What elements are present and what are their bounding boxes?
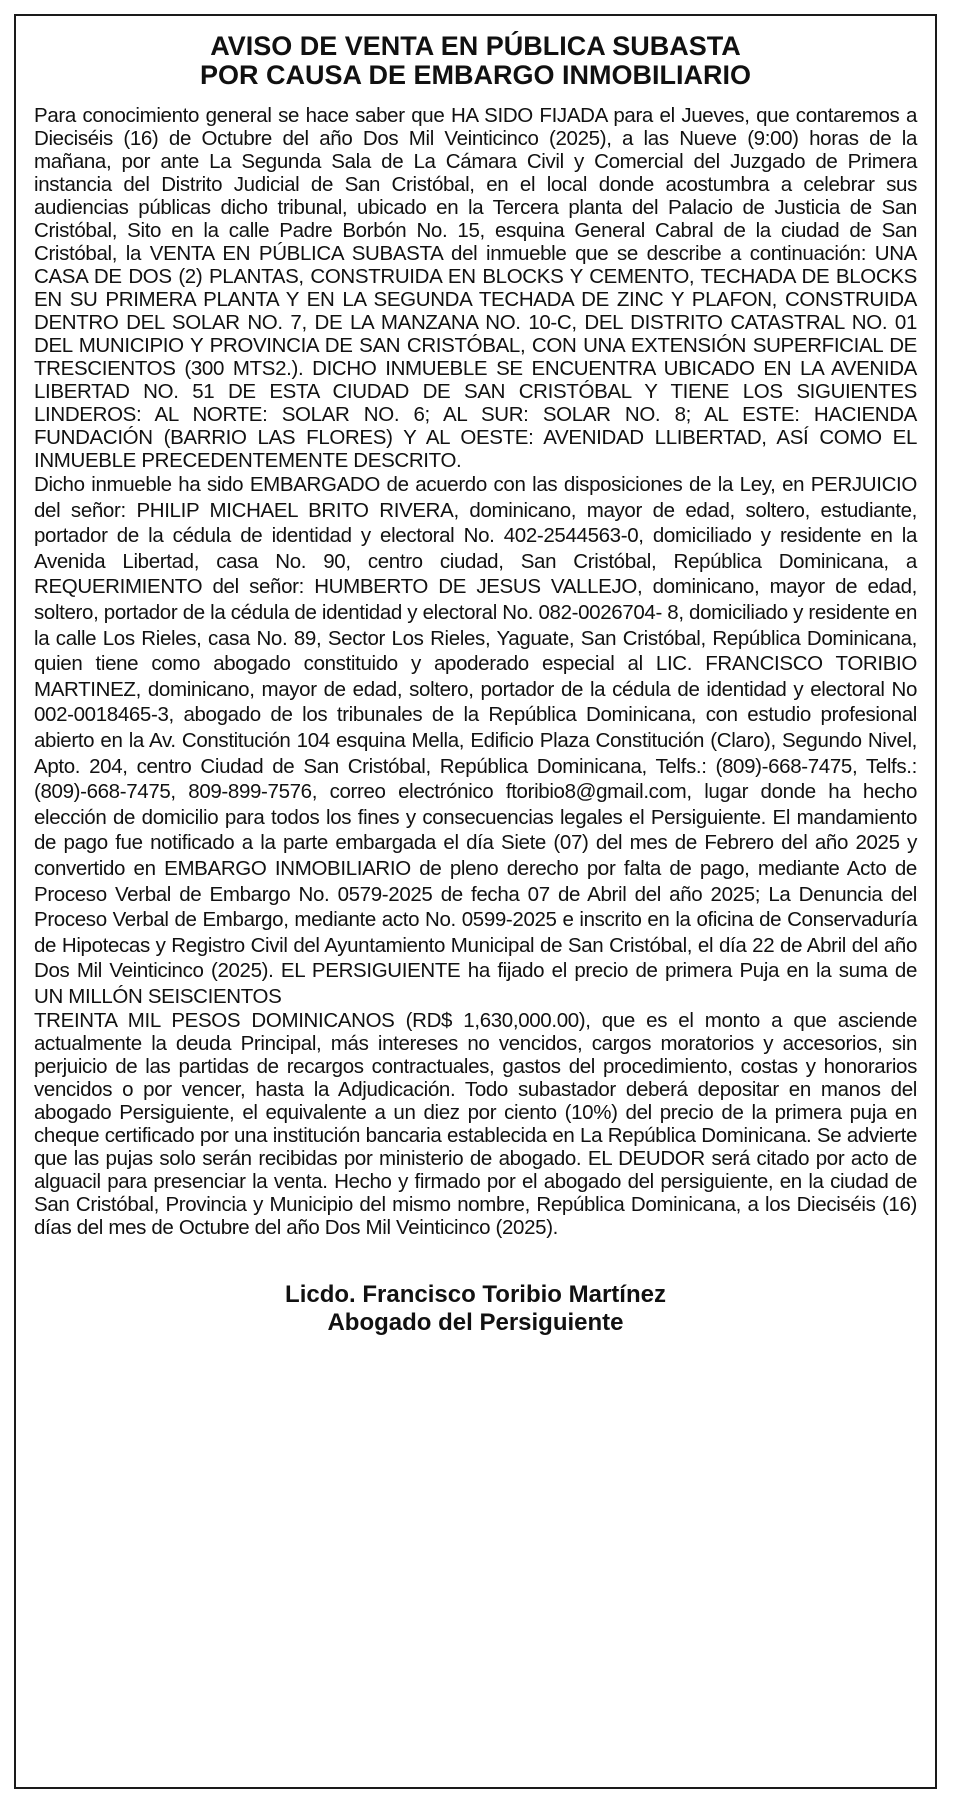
title-line-1: AVISO DE VENTA EN PÚBLICA SUBASTA <box>210 31 741 61</box>
notice-frame <box>14 14 937 1789</box>
paragraph-price-conditions: TREINTA MIL PESOS DOMINICANOS (RD$ 1,630,000.00), que es el monto a que asciende actualmente la deuda Principal, más intereses no vencidos, cargos moratorios y accesorios, sin perjuicio de las partidas de recargos contractuales, gastos del procedimiento, costas y honorarios vencidos o por vencer, hasta la Adjudicación. Todo subastador deberá depositar en manos del abogado Persiguiente, el equivalente a un diez por ciento (10%) del precio de la primera puja en cheque certificado por una institución bancaria establecida en La República Dominicana. Se advierte que las pujas solo serán recibidas por ministerio de abogado. EL DEUDOR será citado por acto de alguacil para presenciar la venta. Hecho y firmado por el abogado del persiguiente, en la ciudad de San Cristóbal, Provincia y Municipio del mismo nombre, República Dominicana, a los Dieciséis (16) días del mes de Octubre del año Dos Mil Veinticinco (2025). <box>34 1009 917 1240</box>
signature-role: Abogado del Persiguiente <box>327 1309 624 1337</box>
notice-content <box>34 32 917 1337</box>
notice-body <box>34 104 917 1239</box>
notice-title <box>34 32 917 90</box>
paragraph-auction-details: Para conocimiento general se hace saber que HA SIDO FIJADA para el Jueves, que contaremos a Dieciséis (16) de Octubre del año Dos Mil Veinticinco (2025), a las Nueve (9:00) horas de la mañana, por ante La Segunda Sala de La Cámara Civil y Comercial del Juzgado de Primera instancia del Distrito Judicial de San Cristóbal, en el local donde acostumbra a celebrar sus audiencias públicas dicho tribunal, ubicado en la Tercera planta del Palacio de Justicia de San Cristóbal, Sito en la calle Padre Borbón No. 15, esquina General Cabral de la ciudad de San Cristóbal, la VENTA EN PÚBLICA SUBASTA del inmueble que se describe a continuación: UNA CASA DE DOS (2) PLANTAS, CONSTRUIDA EN BLOCKS Y CEMENTO, TECHADA DE BLOCKS EN SU PRIMERA PLANTA Y EN LA SEGUNDA TECHADA DE ZINC Y PLAFON, CONSTRUIDA DENTRO DEL SOLAR NO. 7, DE LA MANZANA NO. 10-C, DEL DISTRITO CATASTRAL NO. 01 DEL MUNICIPIO Y PROVINCIA DE SAN CRISTÓBAL, CON UNA EXTENSIÓN SUPERFICIAL DE TRESCIENTOS (300 MTS2.). DICHO INMUEBLE SE ENCUENTRA UBICADO EN LA AVENIDA LIBERTAD NO. 51 DE ESTA CIUDAD DE SAN CRISTÓBAL Y TIENE LOS SIGUIENTES LINDEROS: AL NORTE: SOLAR NO. 6; AL SUR: SOLAR NO. 8; AL ESTE: HACIENDA FUNDACIÓN (BARRIO LAS FLORES) Y AL OESTE: AVENIDAD LLIBERTAD, ASÍ COMO EL INMUEBLE PRECEDENTEMENTE DESCRITO. <box>34 104 917 472</box>
signature-block <box>34 1281 917 1337</box>
paragraph-seizure-details: Dicho inmueble ha sido EMBARGADO de acuerdo con las disposiciones de la Ley, en PERJUICIO del señor: PHILIP MICHAEL BRITO RIVERA, dominicano, mayor de edad, soltero, estudiante, portador de la cédula de identidad y electoral No. 402-2544563-0, domiciliado y residente en la Avenida Libertad, casa No. 90, centro ciudad, San Cristóbal, República Dominicana, a REQUERIMIENTO del señor: HUMBERTO DE JESUS VALLEJO, dominicano, mayor de edad, soltero, portador de la cédula de identidad y electoral No. 082-0026704- 8, domiciliado y residente en la calle Los Rieles, casa No. 89, Sector Los Rieles, Yaguate, San Cristóbal, República Dominicana, quien tiene como abogado constituido y apoderado especial al LIC. FRANCISCO TORIBIO MARTINEZ, dominicano, mayor de edad, soltero, portador de la cédula de identidad y electoral No 002-0018465-3, abogado de los tribunales de la República Dominicana, con estudio profesional abierto en la Av. Constitución 104 esquina Mella, Edificio Plaza Constitución (Claro), Segundo Nivel, Apto. 204, centro Ciudad de San Cristóbal, República Dominicana, Telfs.: (809)-668-7475, Telfs.: (809)-668-7475, 809-899-7576, correo electrónico ftoribio8@gmail.com, lugar donde ha hecho elección de domicilio para todos los fines y consecuencias legales el Persiguiente. El mandamiento de pago fue notificado a la parte embargada el día Siete (07) del mes de Febrero del año 2025 y convertido en EMBARGO INMOBILIARIO de pleno derecho por falta de pago, mediante Acto de Proceso Verbal de Embargo No. 0579-2025 de fecha 07 de Abril del año 2025; La Denuncia del Proceso Verbal de Embargo, mediante acto No. 0599-2025 e inscrito en la oficina de Conservaduría de Hipotecas y Registro Civil del Ayuntamiento Municipal de San Cristóbal, el día 22 de Abril del año Dos Mil Veinticinco (2025). EL PERSIGUIENTE ha fijado el precio de primera Puja en la suma de UN MILLÓN SEISCIENTOS <box>34 473 917 1008</box>
signature-name: Licdo. Francisco Toribio Martínez <box>285 1281 666 1309</box>
title-line-2: POR CAUSA DE EMBARGO INMOBILIARIO <box>199 60 751 90</box>
